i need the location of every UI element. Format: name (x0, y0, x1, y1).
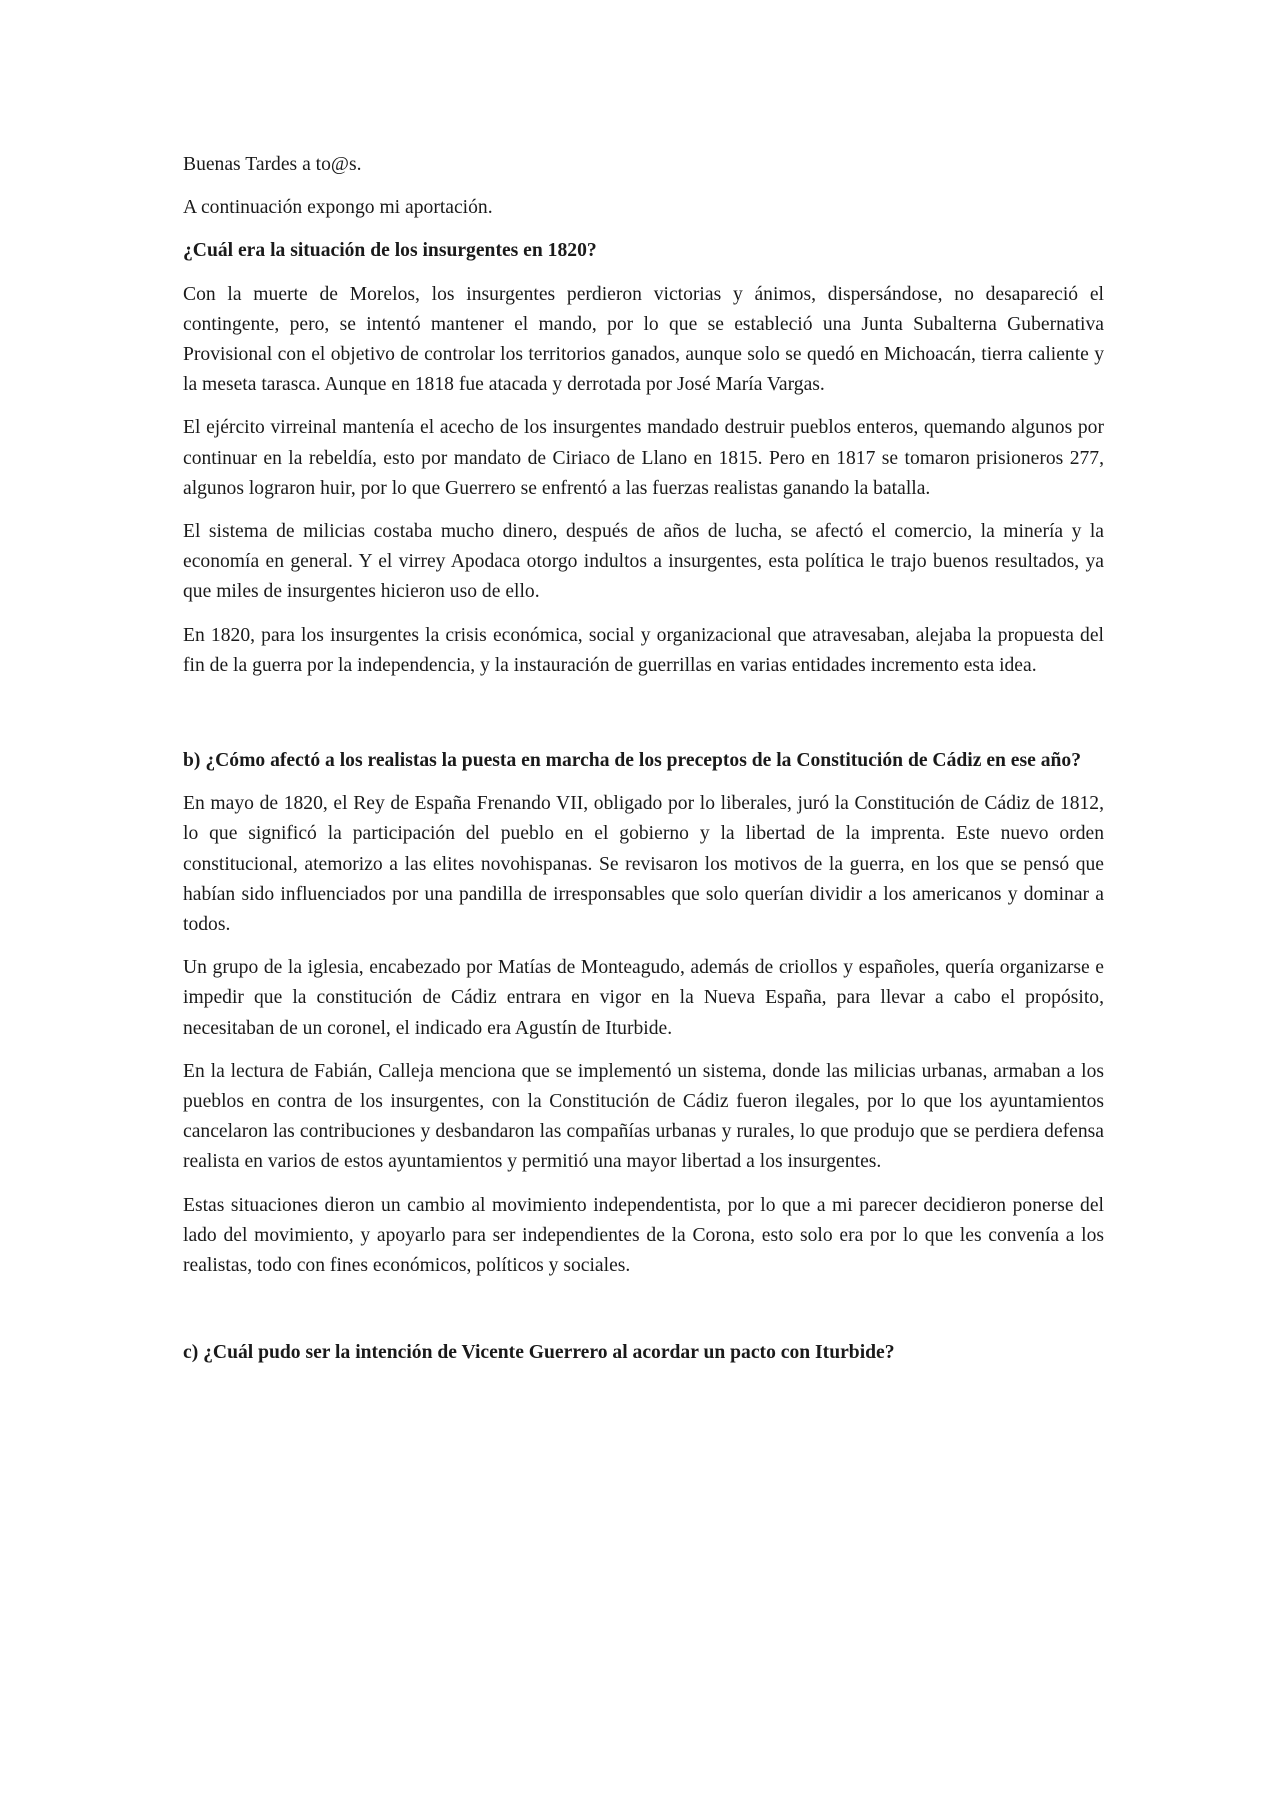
section-a-paragraph: El sistema de milicias costaba mucho dinero, después de años de lucha, se afectó el comercio, la minería y la economía en general. Y el virrey Apodaca otorgo indultos a insurgentes, esta política le trajo buenos resultados, ya que miles de insurgentes hicieron uso de ello. (183, 521, 1104, 603)
section-b-paragraph: En la lectura de Fabián, Calleja menciona que se implementó un sistema, donde las milicias urbanas, armaban a los pueblos en contra de los insurgentes, con la Constitución de Cádiz fueron ilegales, por lo que los ayuntamientos cancelaron las contribuciones y desbandaron las compañías urbanas y rurales, lo que produjo que se perdiera defensa realista en varios de estos ayuntamientos y permitió una mayor libertad a los insurgentes. (183, 1060, 1104, 1173)
document-body (183, 150, 1104, 1382)
intro-line: A continuación expongo mi aportación. (183, 197, 493, 219)
greeting-line: Buenas Tardes a to@s. (183, 154, 362, 175)
section-a-paragraph: El ejército virreinal mantenía el acecho de los insurgentes mandado destruir pueblos enteros, quemando algunos por continuar en la rebeldía, esto por mandato de Ciriaco de Llano en 1815. Pero en 1817 se tomaron prisioneros 277, algunos lograron huir, por lo que Guerrero se enfrentó a las fuerzas realistas ganando la batalla. (183, 417, 1104, 499)
section-b-paragraph: En mayo de 1820, el Rey de España Frenando VII, obligado por lo liberales, juró la Constitución de Cádiz de 1812, lo que significó la participación del pueblo en el gobierno y la libertad de la imprenta. Este nuevo orden constitucional, atemorizo a las elites novohispanas. Se revisaron los motivos de la guerra, en los que se pensó que habían sido influenciados por una pandilla de irresponsables que solo querían dividir a los americanos y dominar a todos. (183, 793, 1104, 936)
question-a-heading: ¿Cuál era la situación de los insurgentes en 1820? (183, 240, 597, 262)
section-a-paragraph: En 1820, para los insurgentes la crisis económica, social y organizacional que atravesaban, alejaba la propuesta del fin de la guerra por la independencia, y la instauración de guerrillas en varias entidades incremento esta idea. (183, 624, 1104, 676)
spacer (183, 694, 1104, 746)
question-c-heading: c) ¿Cuál pudo ser la intención de Vicente Guerrero al acordar un pacto con Iturbide? (183, 1342, 895, 1364)
spacer (183, 1294, 1104, 1338)
question-b-heading: b) ¿Cómo afectó a los realistas la puesta en marcha de los preceptos de la Constitución de Cádiz en ese año? (183, 750, 1082, 772)
section-b-paragraph: Un grupo de la iglesia, encabezado por Matías de Monteagudo, además de criollos y españoles, quería organizarse e impedir que la constitución de Cádiz entrara en vigor en la Nueva España, para llevar a cabo el propósito, necesitaban de un coronel, el indicado era Agustín de Iturbide. (183, 957, 1104, 1039)
section-a-paragraph: Con la muerte de Morelos, los insurgentes perdieron victorias y ánimos, dispersándose, no desapareció el contingente, pero, se intentó mantener el mando, por lo que se estableció una Junta Subalterna Gubernativa Provisional con el objetivo de controlar los territorios ganados, aunque solo se quedó en Michoacán, tierra caliente y la meseta tarasca. Aunque en 1818 fue atacada y derrotada por José María Vargas. (183, 283, 1104, 396)
section-b-paragraph: Estas situaciones dieron un cambio al movimiento independentista, por lo que a mi parecer decidieron ponerse del lado del movimiento, y apoyarlo para ser independientes de la Corona, esto solo era por lo que les convenía a los realistas, todo con fines económicos, políticos y sociales. (183, 1194, 1104, 1277)
